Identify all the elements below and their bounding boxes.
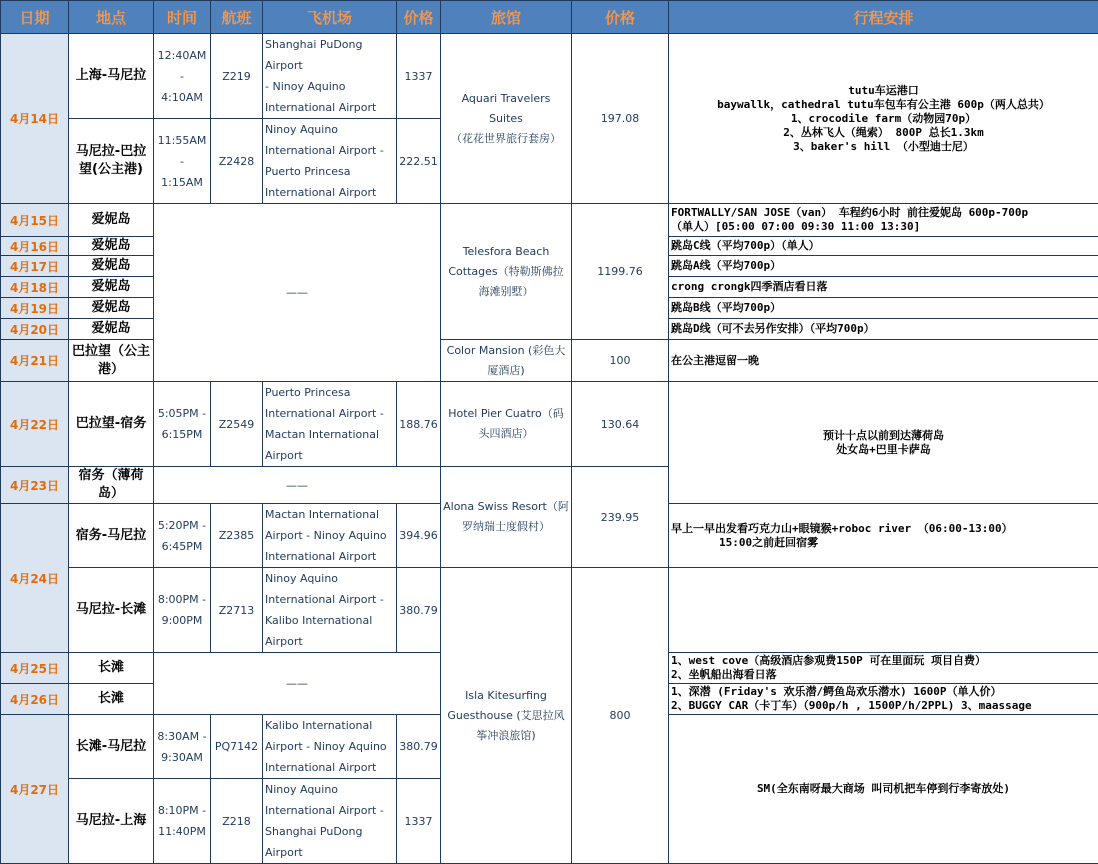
flight-code-cell: Z218 (211, 779, 263, 864)
place-cell: 爱妮岛 (69, 237, 154, 256)
plan-cell: 1、west cove（高级酒店参观费150P 可在里面玩 项目自费） 2、坐帆船出海看日落 (669, 653, 1098, 684)
plan-cell: 跳岛C线（平均700p）（单人） (669, 237, 1098, 256)
no-flight-cell: —— (154, 653, 441, 715)
date-cell: 4月19日 (1, 298, 69, 319)
place-cell: 巴拉望（公主港） (69, 340, 154, 382)
place-cell: 爱妮岛 (69, 256, 154, 277)
place-cell: 爱妮岛 (69, 277, 154, 298)
place-cell: 上海-马尼拉 (69, 34, 154, 119)
hotel-price-cell: 197.08 (572, 34, 669, 204)
flight-price-cell: 222.51 (397, 119, 441, 204)
time-cell: 8:30AM - 9:30AM (154, 715, 211, 779)
plan-cell: 预计十点以前到达薄荷岛 处女岛+巴里卡萨岛 (669, 382, 1098, 504)
airport-cell: Ninoy Aquino International Airport - Puerto Princesa International Airport (263, 119, 397, 204)
plan-cell: 跳岛A线（平均700p） (669, 256, 1098, 277)
date-cell: 4月17日 (1, 256, 69, 277)
no-flight-cell: —— (154, 467, 441, 504)
date-cell: 4月22日 (1, 382, 69, 467)
plan-cell: crong crongk四季酒店看日落 (669, 277, 1098, 298)
date-cell: 4月20日 (1, 319, 69, 340)
header-time: 时间 (154, 1, 211, 34)
place-cell: 巴拉望-宿务 (69, 382, 154, 467)
airport-cell: Puerto Princesa International Airport - Mactan International Airport (263, 382, 397, 467)
flight-price-cell: 394.96 (397, 504, 441, 568)
place-cell: 马尼拉-巴拉望(公主港) (69, 119, 154, 204)
hotel-cell: Isla Kitesurfing Guesthouse (艾思拉风 筝冲浪旅馆) (441, 568, 572, 864)
plan-cell: 1、深潜 (Friday's 欢乐潜/鳄鱼岛欢乐潜水) 1600P（单人价） 2、BUGGY CAR（卡丁车）（900p/h , 1500P/h/2PPL) 3、maassage (669, 684, 1098, 715)
place-cell: 长滩-马尼拉 (69, 715, 154, 779)
date-cell: 4月27日 (1, 715, 69, 864)
plan-cell: 在公主港逗留一晚 (669, 340, 1098, 382)
flight-price-cell: 188.76 (397, 382, 441, 467)
place-cell: 爱妮岛 (69, 298, 154, 319)
time-cell: 8:00PM - 9:00PM (154, 568, 211, 653)
flight-code-cell: Z219 (211, 34, 263, 119)
hotel-price-cell: 1199.76 (572, 204, 669, 340)
flight-price-cell: 1337 (397, 34, 441, 119)
hotel-cell: Hotel Pier Cuatro（码 头四酒店） (441, 382, 572, 467)
hotel-cell: Color Mansion (彩色大 厦酒店) (441, 340, 572, 382)
date-cell: 4月26日 (1, 684, 69, 715)
hotel-price-cell: 100 (572, 340, 669, 382)
date-cell: 4月15日 (1, 204, 69, 237)
place-cell: 马尼拉-长滩 (69, 568, 154, 653)
place-cell: 马尼拉-上海 (69, 779, 154, 864)
plan-cell: 早上一早出发看巧克力山+眼镜猴+roboc river （06:00-13:00） 15:00之前赶回宿雾 (669, 504, 1098, 568)
table-row (1, 204, 1098, 237)
time-cell: 11:55AM - 1:15AM (154, 119, 211, 204)
no-flight-cell: —— (154, 204, 441, 382)
header-flight-price: 价格 (397, 1, 441, 34)
flight-price-cell: 380.79 (397, 568, 441, 653)
plan-cell: 跳岛B线（平均700p） (669, 298, 1098, 319)
header-row (1, 1, 1098, 34)
plan-cell: FORTWALLY/SAN JOSE（van） 车程约6小时 前往爱妮岛 600p-700p （单人）[05:00 07:00 09:30 11:00 13:30] (669, 204, 1098, 237)
time-cell: 8:10PM - 11:40PM (154, 779, 211, 864)
table-row (1, 568, 1098, 653)
place-cell: 宿务（薄荷岛） (69, 467, 154, 504)
date-cell: 4月18日 (1, 277, 69, 298)
place-cell: 爱妮岛 (69, 204, 154, 237)
hotel-price-cell: 239.95 (572, 467, 669, 568)
date-cell: 4月23日 (1, 467, 69, 504)
airport-cell: Shanghai PuDong Airport - Ninoy Aquino International Airport (263, 34, 397, 119)
flight-code-cell: Z2713 (211, 568, 263, 653)
plan-cell: SM(全东南呀最大商场 叫司机把车停到行李寄放处) (669, 715, 1098, 864)
table-row (1, 382, 1098, 467)
flight-code-cell: Z2549 (211, 382, 263, 467)
flight-code-cell: Z2385 (211, 504, 263, 568)
header-place: 地点 (69, 1, 154, 34)
airport-cell: Mactan International Airport - Ninoy Aquino International Airport (263, 504, 397, 568)
place-cell: 爱妮岛 (69, 319, 154, 340)
header-hotel: 旅馆 (441, 1, 572, 34)
date-cell: 4月14日 (1, 34, 69, 204)
hotel-cell: Aquari Travelers Suites （花花世界旅行套房） (441, 34, 572, 204)
plan-cell-empty (669, 568, 1098, 653)
airport-cell: Ninoy Aquino International Airport - Kalibo International Airport (263, 568, 397, 653)
hotel-cell: Alona Swiss Resort（阿 罗纳瑞士度假村） (441, 467, 572, 568)
flight-code-cell: PQ7142 (211, 715, 263, 779)
date-cell: 4月16日 (1, 237, 69, 256)
time-cell: 5:20PM - 6:45PM (154, 504, 211, 568)
header-airport: 飞机场 (263, 1, 397, 34)
airport-cell: Kalibo International Airport - Ninoy Aquino International Airport (263, 715, 397, 779)
flight-price-cell: 1337 (397, 779, 441, 864)
header-flight: 航班 (211, 1, 263, 34)
place-cell: 宿务-马尼拉 (69, 504, 154, 568)
hotel-price-cell: 130.64 (572, 382, 669, 467)
date-cell: 4月25日 (1, 653, 69, 684)
plan-cell: tutu车运港口 baywallk，cathedral tutu车包车有公主港 600p（两人总共） 1、crocodile farm（动物园70p） 2、丛林飞人（绳索） 800P 总长1.3km 3、baker's hill （小型迪士尼） (669, 34, 1098, 204)
date-cell: 4月21日 (1, 340, 69, 382)
time-cell: 5:05PM - 6:15PM (154, 382, 211, 467)
table-row (1, 34, 1098, 119)
airport-cell: Ninoy Aquino International Airport - Shanghai PuDong Airport (263, 779, 397, 864)
place-cell: 长滩 (69, 653, 154, 684)
date-cell: 4月24日 (1, 504, 69, 653)
header-plan: 行程安排 (669, 1, 1098, 34)
hotel-price-cell: 800 (572, 568, 669, 864)
flight-code-cell: Z2428 (211, 119, 263, 204)
header-date: 日期 (1, 1, 69, 34)
place-cell: 长滩 (69, 684, 154, 715)
time-cell: 12:40AM - 4:10AM (154, 34, 211, 119)
header-hotel-price: 价格 (572, 1, 669, 34)
flight-price-cell: 380.79 (397, 715, 441, 779)
hotel-cell: Telesfora Beach Cottages（特勒斯佛拉 海滩别墅） (441, 204, 572, 340)
plan-cell: 跳岛D线（可不去另作安排）（平均700p） (669, 319, 1098, 340)
